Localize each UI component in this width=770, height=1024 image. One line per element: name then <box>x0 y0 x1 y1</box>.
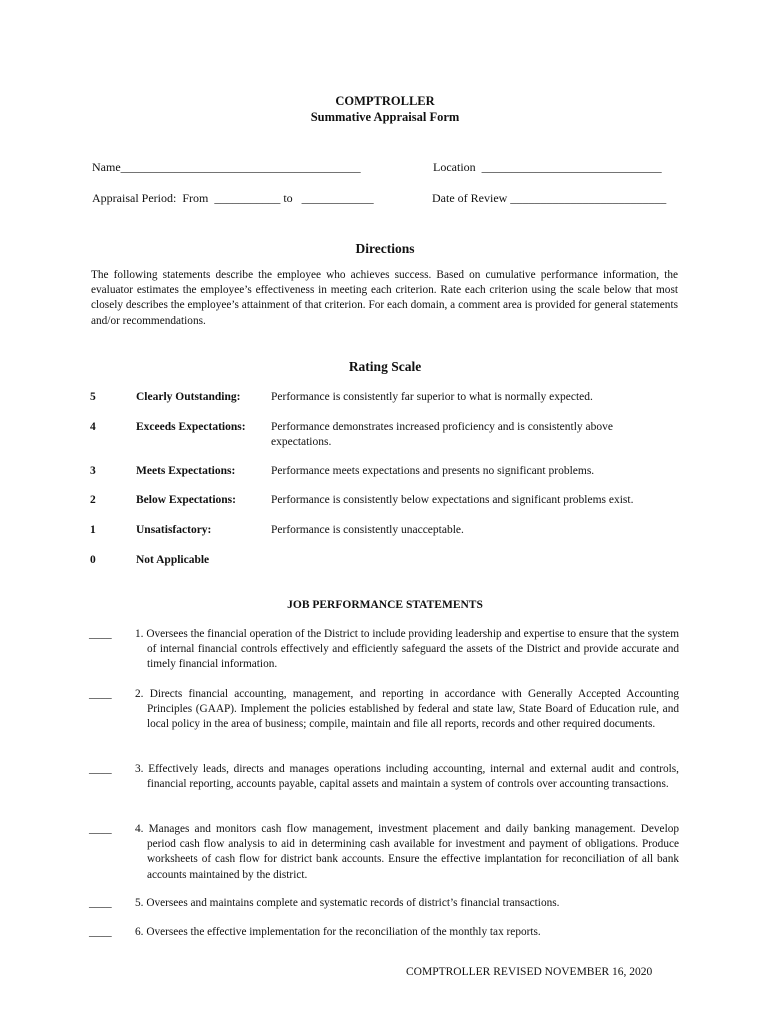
location-field[interactable]: Location ______________________________ <box>433 160 662 174</box>
footer-revision-note: COMPTROLLER REVISED NOVEMBER 16, 2020 <box>406 966 653 978</box>
rating-description: Performance is consistently below expectations and significant problems exist. <box>271 494 634 506</box>
rating-number: 0 <box>90 554 96 566</box>
rating-number: 1 <box>90 524 96 536</box>
rating-label: Exceeds Expectations: <box>136 421 246 433</box>
statement-text: Oversees and maintains complete and systematic records of district’s financial transactions. <box>146 897 560 909</box>
rating-label: Not Applicable <box>136 554 210 566</box>
statement-text: Effectively leads, directs and manages operations including accounting, internal and external audit and controls, financial reporting, accounts payable, capital assets and maintain a system of controls over accounting transactions. <box>147 763 679 791</box>
job-performance-heading: JOB PERFORMANCE STATEMENTS <box>287 599 483 611</box>
rating-label: Meets Expectations: <box>136 465 236 477</box>
rating-blank[interactable]: ____ <box>89 628 112 640</box>
directions-text: The following statements describe the employee who achieves success. Based on cumulative performance information, the evaluator estimates the employee’s effectiveness in meeting each criterion. Rate each criterion using the scale below that most closely describes the employee’s attainment of that criterion. For each domain, a comment area is provided for general statements and/or recommendations. <box>91 269 678 327</box>
rating-description: Performance is consistently far superior to what is normally expected. <box>271 391 593 403</box>
date-of-review-field[interactable]: Date of Review __________________________ <box>432 191 667 205</box>
statement-number: 6. <box>135 926 144 938</box>
directions-heading: Directions <box>355 241 415 256</box>
statement-number: 3. <box>135 763 144 775</box>
rating-blank[interactable]: ____ <box>89 688 112 700</box>
rating-number: 4 <box>90 421 96 433</box>
statement-number: 5. <box>135 897 144 909</box>
rating-number: 2 <box>90 494 96 506</box>
statement-item <box>89 687 679 733</box>
statement-text: Manages and monitors cash flow management, investment placement and daily banking management. Develop period cash flow analysis to aid in determining cash available for investment and payment of obligations. Produce worksheets of cash flow for district bank accounts. Ensure the effective implantation for reconciliation of all bank accounts maintained by the district. <box>147 823 680 881</box>
rating-blank[interactable]: ____ <box>89 926 112 938</box>
rating-label: Below Expectations: <box>136 494 236 506</box>
appraisal-period-field[interactable]: Appraisal Period: From ___________ to ____________ <box>92 191 374 205</box>
rating-blank[interactable]: ____ <box>89 897 112 909</box>
form-title: COMPTROLLER <box>335 94 435 108</box>
statement-number: 2. <box>135 688 144 700</box>
statement-text: Oversees the effective implementation for the reconciliation of the monthly tax reports. <box>146 926 541 938</box>
statement-text: Oversees the financial operation of the District to include providing leadership and expertise to ensure that the system of internal financial controls effectively and efficiently safeguard the assets of the District and provide accurate and timely financial information. <box>146 628 679 671</box>
statement-number: 1. <box>135 628 144 640</box>
statement-number: 4. <box>135 823 144 835</box>
statement-item <box>89 627 679 673</box>
form-subtitle: Summative Appraisal Form <box>310 110 460 124</box>
rating-description: Performance demonstrates increased proficiency and is consistently above expectations. <box>271 421 614 448</box>
rating-label: Unsatisfactory: <box>136 524 212 536</box>
statement-item <box>89 925 679 940</box>
statement-item <box>89 762 679 792</box>
rating-scale-heading: Rating Scale <box>348 359 422 374</box>
name-field[interactable]: Name________________________________________ <box>92 160 361 174</box>
rating-description: Performance meets expectations and presents no significant problems. <box>271 465 595 477</box>
rating-description: Performance is consistently unacceptable. <box>271 524 464 536</box>
rating-number: 5 <box>90 391 96 403</box>
rating-label: Clearly Outstanding: <box>136 391 241 403</box>
rating-number: 3 <box>90 465 96 477</box>
statement-item <box>89 896 679 911</box>
rating-blank[interactable]: ____ <box>89 823 112 835</box>
statement-text: Directs financial accounting, management, and reporting in accordance with Generally Accepted Accounting Principles (GAAP). Implement the policies established by federal and state law, State Board of Education rule, and local policy in the area of business; compile, maintain and file all reports, records and other required documents. <box>147 688 679 731</box>
statement-item <box>89 822 679 883</box>
rating-blank[interactable]: ____ <box>89 763 112 775</box>
